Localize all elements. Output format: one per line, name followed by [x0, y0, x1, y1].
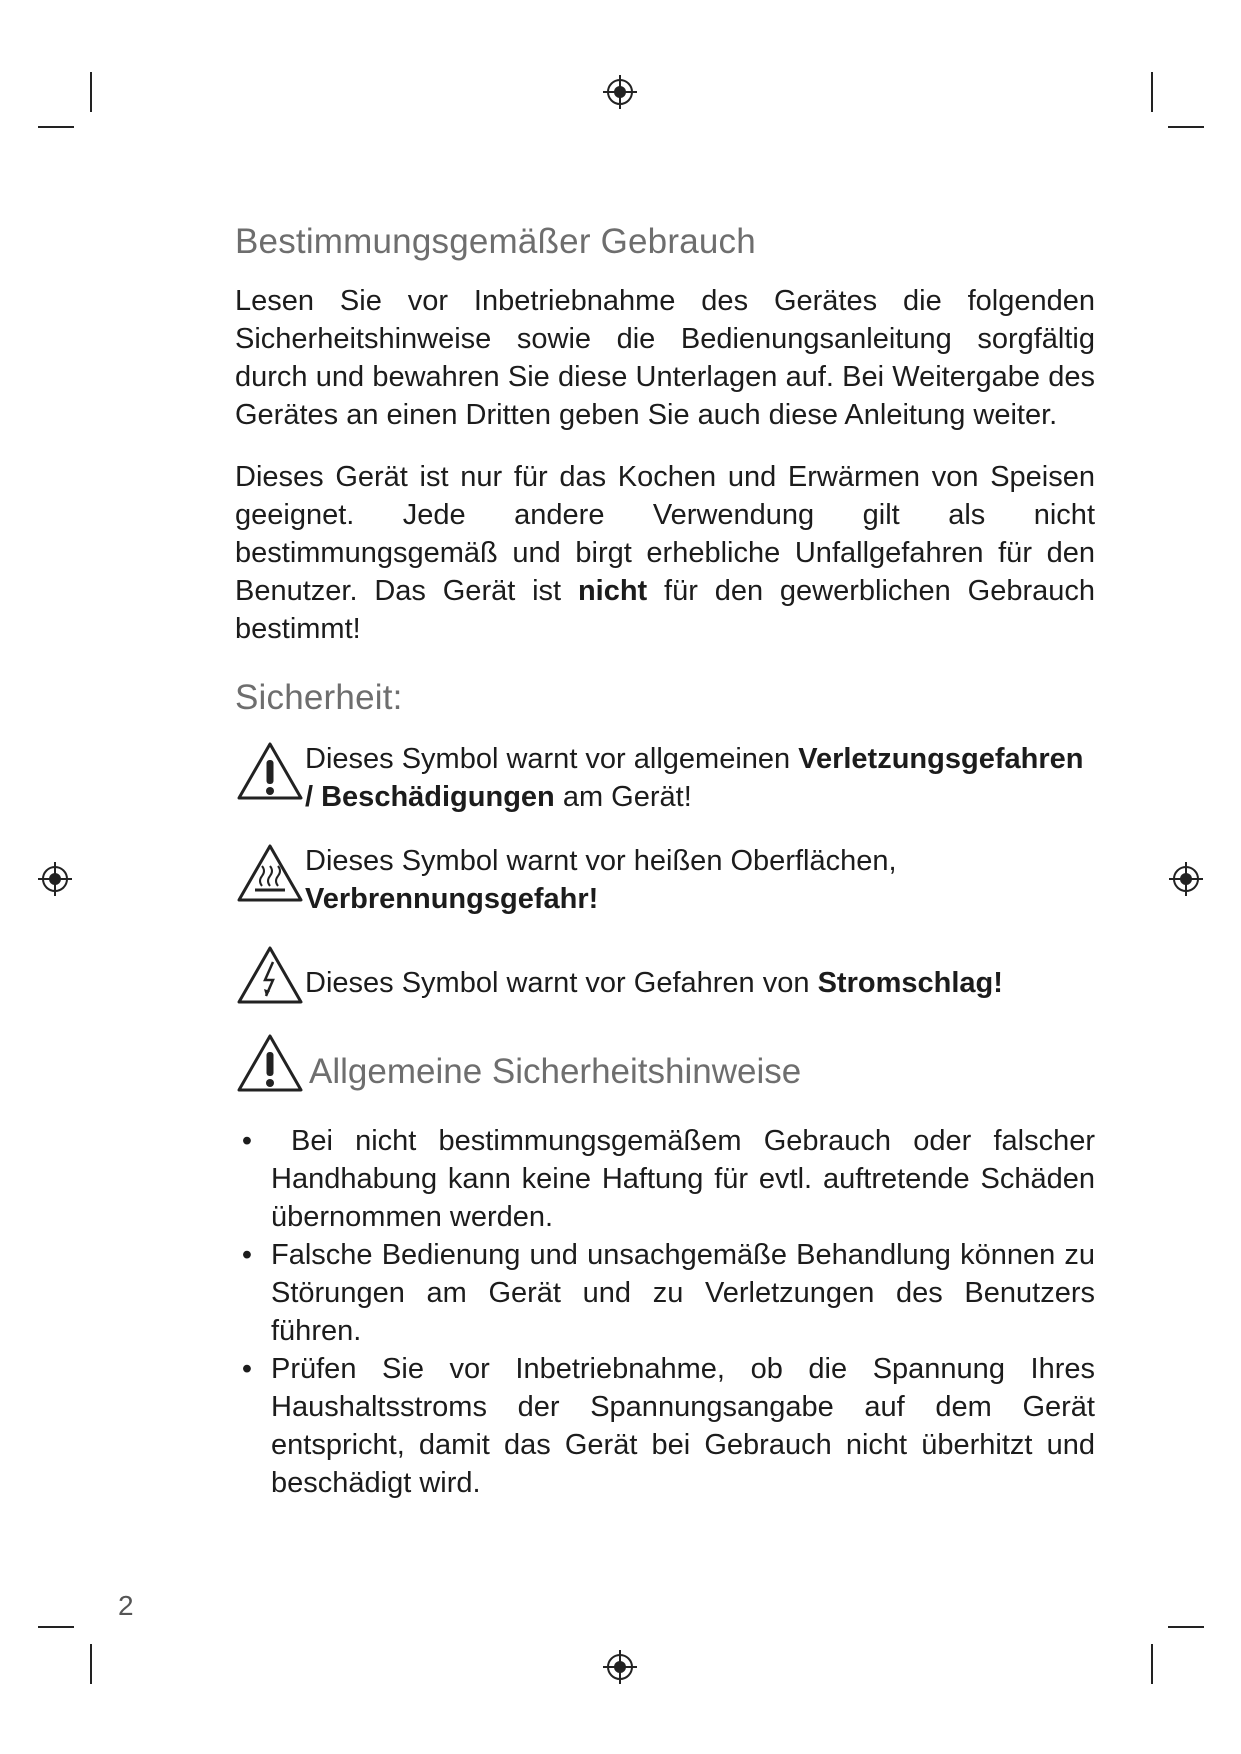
symbol-emphasis: Verbrennungsgefahr! [305, 883, 599, 915]
symbol-row-general [235, 740, 1095, 816]
symbol-text: Dieses Symbol warnt vor Gefahren von [305, 967, 818, 999]
list-item-text: Falsche Bedienung und unsachgemäße Behandlung können zu Störungen am Gerät und zu Verletzungen des Benutzers führen. [271, 1239, 1095, 1347]
safety-bullet-list [235, 1122, 1095, 1502]
intro-paragraph: Lesen Sie vor Inbetriebnahme des Gerätes die folgenden Sicherheitshinweise sowie die Bedienungsanleitung sorgfältig durch und bewahren Sie diese Unterlagen auf. Bei Weitergabe des Gerätes an einen Dritten geben Sie auch diese Anleitung weiter. [235, 285, 1095, 431]
crop-mark [90, 1644, 92, 1684]
symbol-row-hot [235, 842, 1095, 918]
section-title: Bestimmungsgemäßer Gebrauch [235, 222, 756, 261]
page-number: 2 [118, 1590, 134, 1621]
hot-surface-warning-icon [235, 842, 305, 904]
page-content [235, 222, 1095, 1502]
crop-mark [1168, 1626, 1204, 1628]
symbol-description [305, 842, 1095, 918]
exclamation-warning-icon [235, 740, 305, 802]
registration-mark-icon [603, 1650, 637, 1684]
crop-mark [38, 126, 74, 128]
list-item [235, 1350, 1095, 1502]
symbol-emphasis: Stromschlag! [817, 967, 1003, 999]
exclamation-warning-icon [235, 1032, 305, 1094]
symbol-text-end: am Gerät! [554, 781, 692, 813]
bullet-icon: • [241, 1353, 253, 1385]
electric-shock-warning-icon [235, 944, 305, 1006]
general-safety-title: Allgemeine Sicherheitshinweise [309, 1052, 802, 1091]
list-item [235, 1236, 1095, 1350]
usage-text: Dieses Gerät ist nur für das Kochen und Erwärmen von Speisen geeignet. Jede andere Verwendung gilt als nicht bestimmungsgemäß und birgt erhebliche Unfallgefahren für den Benutzer. Das Gerät ist [235, 461, 1095, 607]
symbol-row-electric [235, 944, 1095, 1006]
usage-emphasis: nicht [577, 575, 648, 607]
registration-mark-icon [1169, 862, 1203, 896]
bullet-icon: • [241, 1125, 253, 1157]
crop-mark [1168, 126, 1204, 128]
list-item-text: Bei nicht bestimmungsgemäßem Gebrauch oder falscher Handhabung kann keine Haftung für evtl. auftretende Schäden übernommen werden. [271, 1125, 1095, 1233]
usage-text-end: für den gewerblichen Gebrauch bestimmt! [235, 575, 1095, 645]
symbol-text: Dieses Symbol warnt vor heißen Oberflächen, [305, 845, 897, 877]
crop-mark [90, 72, 92, 112]
list-item-text: Prüfen Sie vor Inbetriebnahme, ob die Spannung Ihres Haushaltsstroms der Spannungsangabe auf dem Gerät entspricht, damit das Gerät bei Gebrauch nicht überhitzt und beschädigt wird. [271, 1353, 1095, 1499]
safety-title: Sicherheit: [235, 678, 403, 717]
crop-mark [38, 1626, 74, 1628]
bullet-icon: • [241, 1239, 253, 1271]
general-safety-heading [235, 1032, 1095, 1094]
symbol-description [305, 740, 1095, 816]
list-item [235, 1122, 1095, 1236]
registration-mark-icon [603, 75, 637, 109]
symbol-text: Dieses Symbol warnt vor allgemeinen [305, 743, 799, 775]
crop-mark [1151, 1644, 1153, 1684]
usage-paragraph [235, 458, 1095, 648]
registration-mark-icon [38, 862, 72, 896]
symbol-emphasis: Verletzungsgefahren / Beschädigungen [305, 743, 1084, 813]
symbol-description [305, 964, 1003, 1002]
crop-mark [1151, 72, 1153, 112]
